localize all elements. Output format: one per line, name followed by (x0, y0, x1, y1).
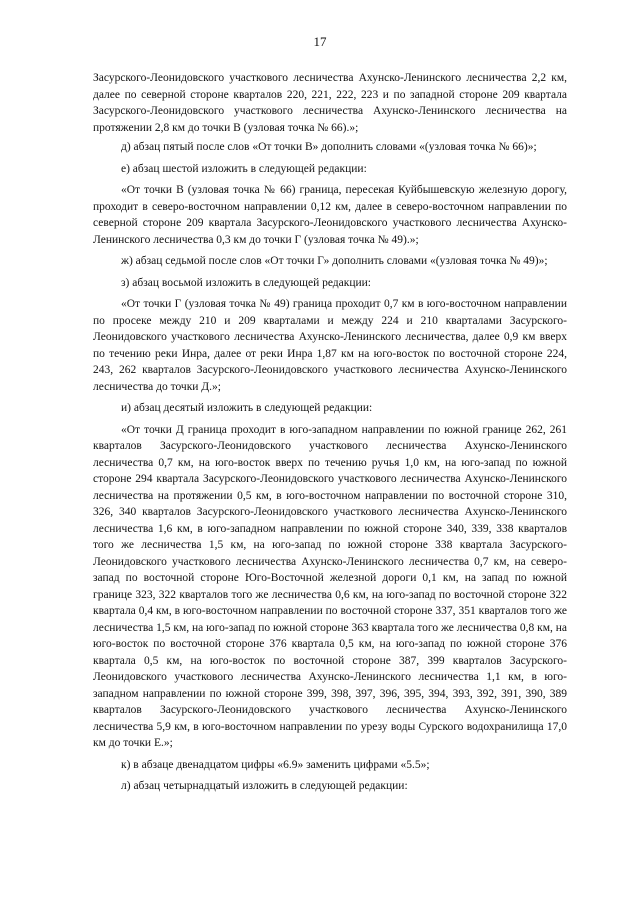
paragraph-amendment-e: е) абзац шестой изложить в следующей редакции: (121, 162, 367, 175)
paragraph-amendment-zh: ж) абзац седьмой после слов «От точки Г» дополнить словами «(узловая точка № 49)»; (121, 255, 548, 267)
paragraph-quote-point-g: «От точки Г (узловая точка № 49) граница проходит 0,7 км в юго-восточном направлении по просеке между 210 и 209 кварталами и между 224 и 210 кварталами Засурского-Леонидовского участкового лесничества Ахунско-Ленинского лесничества, далее 0,9 км вверх по течению реки Инра, далее от реки Инра 1,87 км на юго-восток по восточной стороне 224, 243, 262 кварталов Засурского-Леонидовского участкового лесничества Ахунско-Ленинского лесничества до точки Д.»; (93, 298, 567, 393)
paragraph-amendment-k: к) в абзаце двенадцатом цифры «6.9» заменить цифрами «5.5»; (121, 758, 430, 771)
paragraph-quote-point-v: «От точки В (узловая точка № 66) граница, пересекая Куйбышевскую железную дорогу, проходит в северо-восточном направлении 0,12 км, далее в северо-восточном направлении по северной стороне 209 квартала Засурского-Леонидовского участкового лесничества Ахунско-Ленинского лесничества 0,3 км до точки Г (узловая точка № 49).»; (93, 184, 567, 246)
paragraph-continuation: Засурского-Леонидовского участкового лесничества Ахунско-Ленинского лесничества 2,2 км, далее по северной стороне кварталов 220, 221, 222, 223 и по западной стороне 209 квартала Засурского-Леонидовского участкового лесничества Ахунско-Ленинского лесничества на протяжении 2,8 км до точки В (узловая точка № 66).»; (93, 72, 567, 134)
paragraph-quote-point-d: «От точки Д граница проходит в юго-западном направлении по южной границе 262, 261 кварталов Засурского-Леонидовского участкового лесничества Ахунско-Ленинского лесничества 0,7 км, на юго-восток вверх по течению ручья 1,0 км, на юго-запад по южной стороне 294 квартала Засурского-Леонидовского участкового лесничества Ахунско-Ленинского лесничества на протяжении 0,5 км, в юго-восточном направлении по восточной стороне 310, 326, 340 кварталов Засурского-Леонидовского участкового лесничества Ахунско-Ленинского лесничества 1,6 км, в юго-западном направлении по южной стороне 340, 339, 338 кварталов того же лесничества 1,5 км, на юго-запад по южной стороне 338 квартала Засурского-Леонидовского участкового лесничества Ахунско-Ленинского лесничества 0,7 км, на северо-запад по восточной стороне Юго-Восточной железной дороги 0,1 км, на запад по южной границе 323, 322 кварталов того же лесничества 0,6 км, на юго-запад по восточной стороне 322 квартала 0,4 км, в юго-восточном направлении по восточной стороне 337, 351 кварталов того же лесничества 1,5 км, на юго-запад по южной стороне 363 квартала того же лесничества 0,8 км, на юго-восток по восточной стороне 376 квартала 0,5 км, на юго-запад по южной стороне 376 квартала 0,5 км, на юго-восток по восточной стороне 387, 399 кварталов Засурского-Леонидовского участкового лесничества Ахунско-Ленинского лесничества 1,1 км, в юго-западном направлении по южной стороне 399, 398, 397, 396, 395, 394, 393, 392, 391, 390, 389 кварталов Засурского-Леонидовского участкового лесничества Ахунско-Ленинского лесничества 5,9 км, в юго-восточном направлении по урезу воды Сурского водохранилища 17,0 км до точки Е.»; (93, 423, 567, 749)
paragraph-amendment-i: и) абзац десятый изложить в следующей редакции: (121, 402, 373, 414)
page-number: 17 (313, 34, 327, 49)
paragraph-amendment-l: л) абзац четырнадцатый изложить в следующей редакции: (121, 780, 408, 792)
document-body (93, 70, 567, 800)
paragraph-amendment-z: з) абзац восьмой изложить в следующей редакции: (121, 276, 372, 289)
paragraph-amendment-d: д) абзац пятый после слов «От точки В» дополнить словами «(узловая точка № 66)»; (121, 141, 537, 153)
